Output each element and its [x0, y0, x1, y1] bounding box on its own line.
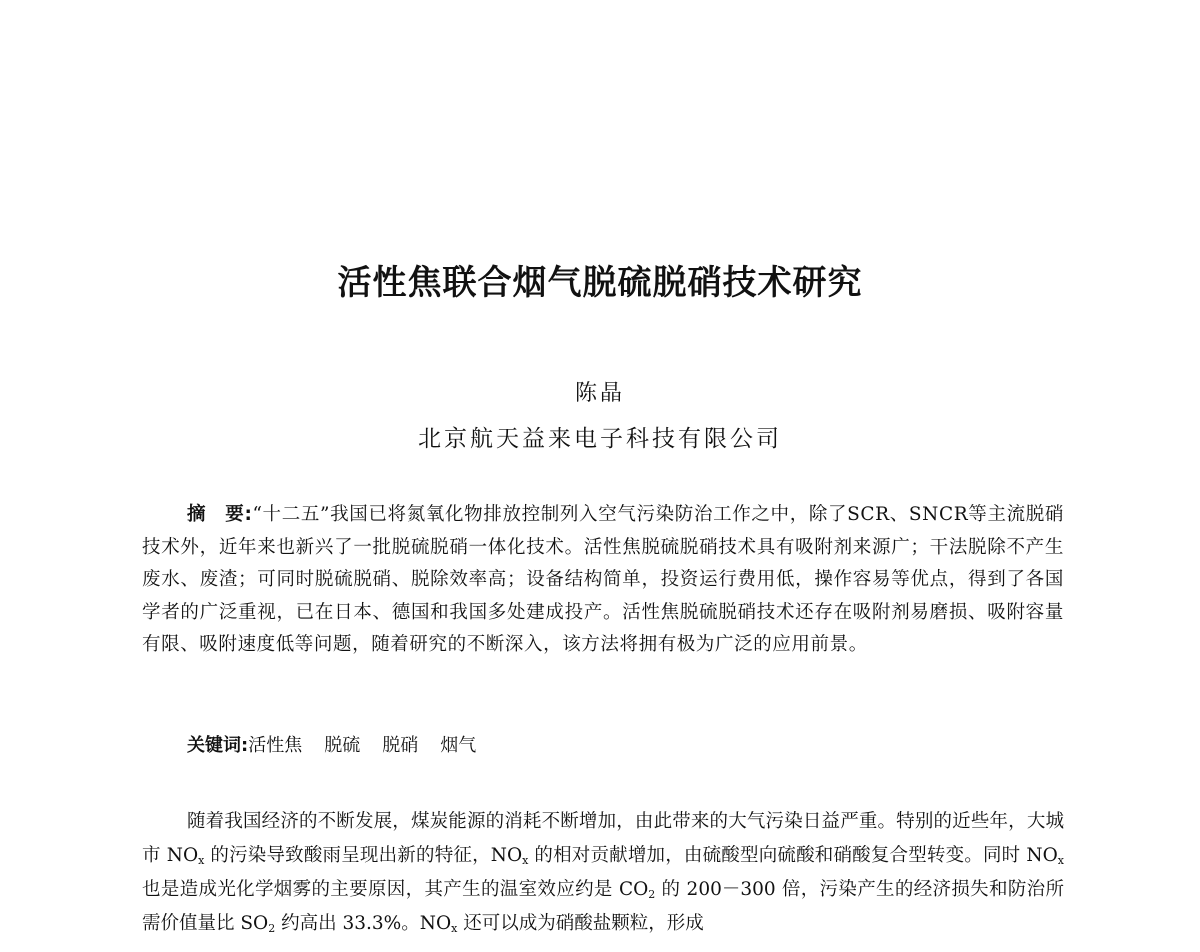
keyword: 活性焦	[248, 735, 303, 756]
abstract	[142, 499, 1064, 662]
keyword: 脱硝	[382, 735, 419, 756]
subscript: x	[522, 854, 529, 867]
body-text-segment: 还可以成为硝酸盐颗粒，形成	[457, 913, 704, 934]
subscript: 2	[648, 888, 656, 901]
keywords	[187, 730, 498, 762]
keywords-label: 关键词:	[187, 735, 249, 756]
body-text-segment: 的相对贡献增加，由硫酸型向硫酸和硝酸复合型转变。同时 NO	[528, 845, 1058, 866]
body-text-segment: 的污染导致酸雨呈现出新的特征，NO	[204, 845, 523, 866]
body-text-segment: 的 200－300 倍，污染产生的经济损失和防治所需价值量比 SO	[142, 879, 1065, 934]
body-text-segment: 约高出 33.3%。NO	[275, 913, 452, 934]
body-paragraph	[142, 805, 1064, 941]
subscript: x	[198, 854, 205, 867]
keyword: 脱硫	[324, 735, 361, 756]
author-affiliation: 北京航天益来电子科技有限公司	[418, 426, 782, 452]
abstract-text: “十二五”我国已将氮氧化物排放控制列入空气污染防治工作之中，除了SCR、SNCR等主流脱硝技术外，近年来也新兴了一批脱硫脱硝一体化技术。活性焦脱硫脱硝技术具有吸附剂来源广；干法脱除不产生废水、废渣；可同时脱硫脱硝、脱除效率高；设备结构简单，投资运行费用低，操作容易等优点，得到了各国学者的广泛重视，已在日本、德国和我国多处建成投产。活性焦脱硫脱硝技术还存在吸附剂易磨损、吸附容量有限、吸附速度低等问题，随着研究的不断深入，该方法将拥有极为广泛的应用前景。	[142, 504, 1064, 655]
paper-title: 活性焦联合烟气脱硫脱硝技术研究	[337, 263, 863, 303]
subscript: x	[451, 922, 458, 935]
body-text-segment: 随着我国经济的不断发展，煤炭能源的消耗不断增加，由此带来的大气污染日益严重。特别的近些年，大城市 NO	[142, 811, 1064, 866]
body-text-segment: 也是造成光化学烟雾的主要原因，其产生的温室效应约是 CO	[142, 879, 649, 900]
keyword: 烟气	[440, 735, 477, 756]
subscript: 2	[268, 922, 276, 935]
author-name: 陈晶	[574, 381, 625, 406]
subscript: x	[1057, 854, 1064, 867]
abstract-label: 摘 要:	[187, 504, 253, 525]
